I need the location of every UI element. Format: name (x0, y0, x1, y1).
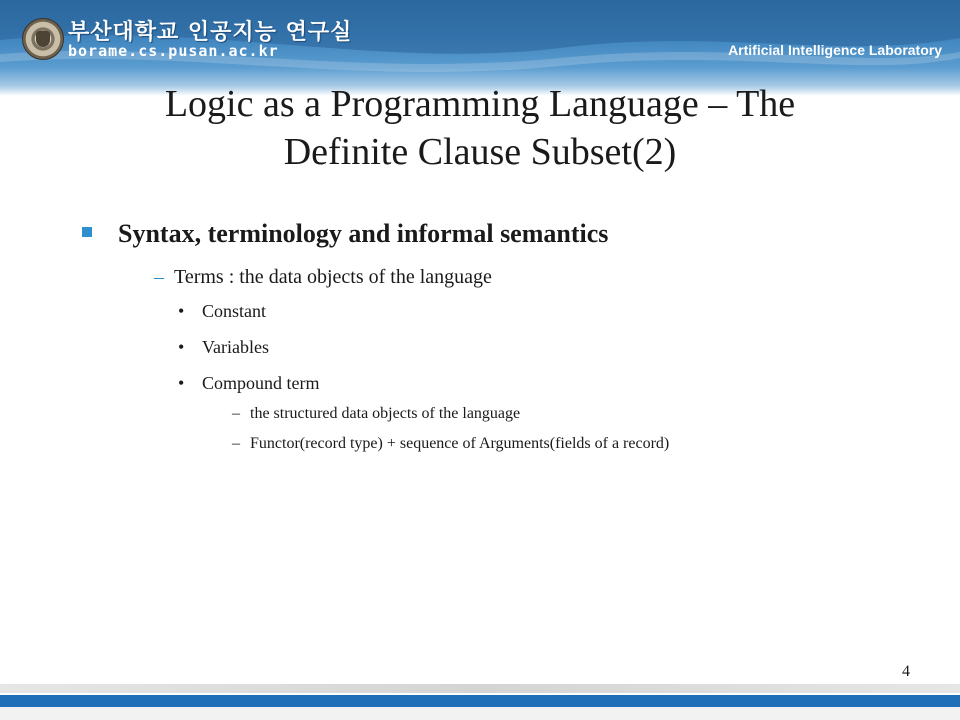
dash-bullet-icon: – (232, 405, 240, 422)
footer-band-gray (0, 684, 960, 693)
footer-band-blue (0, 695, 960, 707)
dot-bullet-icon: • (178, 373, 185, 393)
slide-title-line-1: Logic as a Programming Language – The (164, 83, 796, 125)
bullet-text: Constant (202, 301, 267, 321)
dash-bullet-icon: – (154, 266, 164, 288)
lab-name: Artificial Intelligence Laboratory (728, 42, 942, 58)
slide-title (60, 80, 900, 176)
bullet-text: Compound term (202, 373, 320, 393)
sub-bullet-text: Functor(record type) + sequence of Arguments(fields of a record) (250, 435, 670, 452)
dash-bullet-icon: – (232, 435, 240, 452)
university-lab-title: 부산대학교 인공지능 연구실 (68, 20, 353, 45)
square-bullet-icon (82, 227, 92, 237)
dot-bullet-icon: • (178, 301, 185, 321)
slide-title-line-2: Definite Clause Subset(2) (283, 131, 677, 173)
university-seal-icon (22, 18, 64, 60)
bullet-text: Variables (202, 337, 269, 357)
section-heading-text: Syntax, terminology and informal semantics (118, 219, 609, 248)
site-url: borame.cs.pusan.ac.kr (68, 42, 279, 60)
dot-bullet-icon: • (178, 337, 185, 357)
page-number: 4 (902, 663, 910, 680)
sub-bullet-text: the structured data objects of the language (250, 405, 521, 422)
footer-band-pale (0, 707, 960, 720)
sub-item-text: Terms : the data objects of the language (174, 266, 492, 288)
sub-item-terms (154, 264, 492, 290)
